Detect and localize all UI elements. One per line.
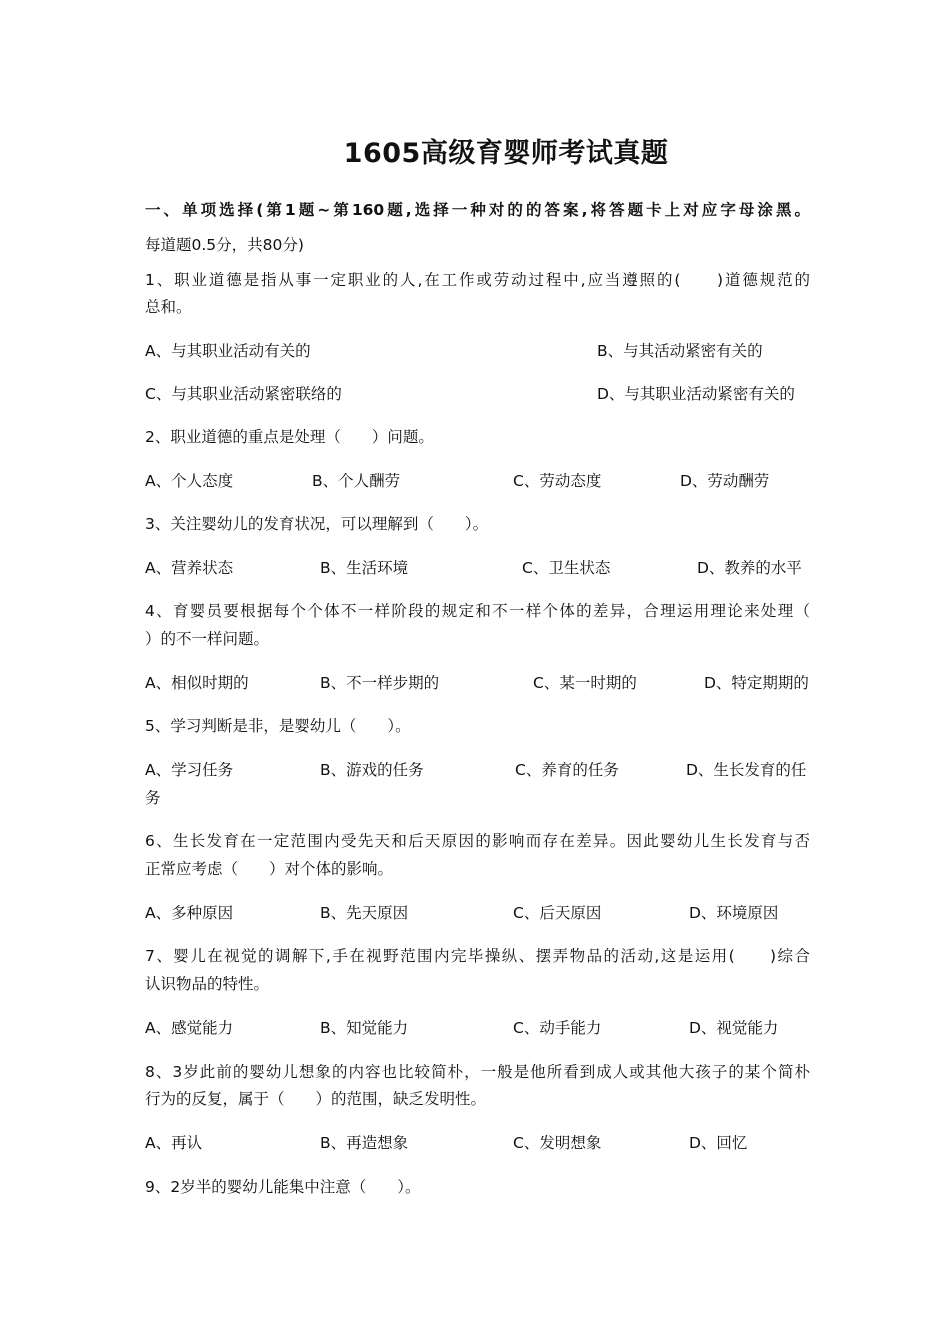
- question-7-text: 7、婴儿在视觉的调解下,手在视野范围内完毕操纵、摆弄物品的活动,这是运用( )综合: [145, 947, 810, 965]
- question-4-option-b: B、不一样步期的: [320, 674, 440, 692]
- question-6-text-cont: 正常应考虑（ ）对个体的影响。: [145, 860, 394, 878]
- question-8-option-c: C、发明想象: [513, 1134, 602, 1152]
- question-1-text-cont: 总和。: [145, 298, 192, 316]
- question-6-option-b: B、先天原因: [320, 904, 409, 922]
- question-9-text: 9、2岁半的婴幼儿能集中注意（ ）。: [145, 1178, 421, 1196]
- question-6-option-a: A、多种原因: [145, 904, 234, 922]
- question-3-text: 3、关注婴幼儿的发育状况，可以理解到（ ）。: [145, 515, 489, 533]
- question-7-option-a: A、感觉能力: [145, 1019, 234, 1037]
- question-5-option-c: C、养育的任务: [515, 761, 619, 779]
- question-3-option-d: D、教养的水平: [697, 559, 802, 577]
- question-4-option-a: A、相似时期的: [145, 674, 249, 692]
- question-2-option-c: C、劳动态度: [513, 472, 602, 490]
- question-2-option-a: A、个人态度: [145, 472, 234, 490]
- intro-line-2: 每道题0.5分，共80分): [145, 236, 304, 254]
- page-title: 1605高级育婴师考试真题: [343, 138, 669, 169]
- question-2-option-d: D、劳动酬劳: [680, 472, 770, 490]
- question-4-option-d: D、特定期期的: [704, 674, 809, 692]
- question-4-text: 4、育婴员要根据每个个体不一样阶段的规定和不一样个体的差异，合理运用理论来处理（: [145, 602, 810, 620]
- question-5-text: 5、学习判断是非，是婴幼儿（ ）。: [145, 717, 411, 735]
- question-4-option-c: C、某一时期的: [533, 674, 637, 692]
- question-3-option-c: C、卫生状态: [522, 559, 611, 577]
- question-7-option-d: D、视觉能力: [689, 1019, 779, 1037]
- question-2-option-b: B、个人酬劳: [312, 472, 401, 490]
- question-3-option-a: A、营养状态: [145, 559, 234, 577]
- question-3-option-b: B、生活环境: [320, 559, 409, 577]
- question-8-text-cont: 行为的反复，属于（ ）的范围，缺乏发明性。: [145, 1090, 487, 1108]
- question-6-option-c: C、后天原因: [513, 904, 602, 922]
- intro-line-1: 一、单项选择(第1题~第160题,选择一种对的的答案,将答题卡上对应字母涂黑。: [145, 201, 810, 219]
- question-5-option-d: D、生长发育的任: [686, 761, 807, 779]
- question-7-text-cont: 认识物品的特性。: [145, 975, 270, 993]
- question-7-option-c: C、动手能力: [513, 1019, 602, 1037]
- question-1-text: 1、职业道德是指从事一定职业的人,在工作或劳动过程中,应当遵照的( )道德规范的: [145, 271, 811, 289]
- question-8-option-a: A、再认: [145, 1134, 203, 1152]
- question-1-option-d: D、与其职业活动紧密有关的: [597, 385, 795, 403]
- question-6-option-d: D、环境原因: [689, 904, 779, 922]
- question-2-text: 2、职业道德的重点是处理（ ）问题。: [145, 428, 434, 446]
- question-5-option-a: A、学习任务: [145, 761, 234, 779]
- question-5-option-d-cont: 务: [145, 789, 161, 807]
- question-6-text: 6、生长发育在一定范围内受先天和后天原因的影响而存在差异。因此婴幼儿生长发育与否: [145, 832, 810, 850]
- question-5-option-b: B、游戏的任务: [320, 761, 424, 779]
- question-1-option-b: B、与其活动紧密有关的: [597, 342, 763, 360]
- question-7-option-b: B、知觉能力: [320, 1019, 409, 1037]
- question-4-text-cont: ）的不一样问题。: [145, 630, 270, 648]
- question-8-option-b: B、再造想象: [320, 1134, 409, 1152]
- question-8-text: 8、3岁此前的婴幼儿想象的内容也比较简朴，一般是他所看到成人或其他大孩子的某个简朴: [145, 1063, 810, 1081]
- question-8-option-d: D、回忆: [689, 1134, 748, 1152]
- question-1-option-c: C、与其职业活动紧密联络的: [145, 385, 342, 403]
- question-1-option-a: A、与其职业活动有关的: [145, 342, 311, 360]
